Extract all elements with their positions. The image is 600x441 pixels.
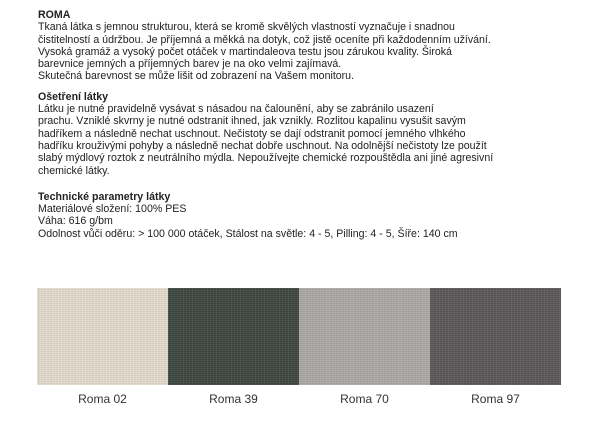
tech-params [38, 203, 568, 240]
care-line: chemické látky. [38, 164, 110, 177]
swatch-label-roma-70: Roma 70 [340, 392, 389, 406]
description-line: čistitelností a údržbou. Je příjemná a měkká na dotyk, což jistě oceníte při každodenním užívání. [38, 33, 491, 46]
swatch-roma-02[interactable] [37, 288, 168, 385]
tech-param-resistance: Odolnost vůči oděru: > 100 000 otáček, Stálost na světle: 4 - 5, Pilling: 4 - 5, Šíře: 140 cm [38, 227, 458, 240]
description-line: Vysoká gramáž a vysoký počet otáček v martindaleova testu jsou zárukou kvality. Široká [38, 45, 452, 58]
swatch-label-roma-97: Roma 97 [471, 392, 520, 406]
care-title: Ošetření látky [38, 90, 109, 103]
product-title: ROMA [38, 9, 71, 21]
care-line: hadříkem a následně nechat uschnout. Nečistoty se dají odstranit pomocí jemného vlhkého [38, 127, 466, 140]
color-swatches [37, 288, 561, 385]
description-line: Skutečná barevnost se může lišit od zobrazení na Vašem monitoru. [38, 70, 355, 83]
tech-param-weight: Váha: 616 g/bm [38, 215, 113, 228]
care-line: prachu. Vzniklé skvrny je nutné odstranit ihned, jak vznikly. Rozlitou kapalinu vysušit savým [38, 115, 466, 128]
care-instructions [38, 103, 568, 177]
care-line: slabý mýdlový roztok z neutrálního mýdla. Nepoužívejte chemické rozpouštědla ani jiné agresivní [38, 152, 494, 165]
swatch-label-roma-02: Roma 02 [78, 392, 127, 406]
description-line: Tkaná látka s jemnou strukturou, která se kromě skvělých vlastností vyznačuje i snadnou [38, 21, 455, 34]
care-line: hadříku krouživými pohyby a následně nechat dobře uschnout. Na odolnější nečistoty lze použít [38, 139, 487, 152]
swatch-roma-39[interactable] [168, 288, 299, 385]
document-body [38, 9, 568, 240]
swatch-roma-70[interactable] [299, 288, 430, 385]
swatch-label-roma-39: Roma 39 [209, 392, 258, 406]
product-description [38, 21, 568, 82]
swatch-roma-97[interactable] [430, 288, 561, 385]
tech-params-title: Technické parametry látky [38, 190, 171, 203]
tech-param-composition: Materiálové složení: 100% PES [38, 203, 187, 216]
description-line: barevnice jemných a příjemných barev je na oko velmi zajímavá. [38, 58, 342, 71]
swatch-labels [37, 392, 561, 406]
care-line: Látku je nutné pravidelně vysávat s násadou na čalounění, aby se zabránilo usazení [38, 103, 434, 116]
